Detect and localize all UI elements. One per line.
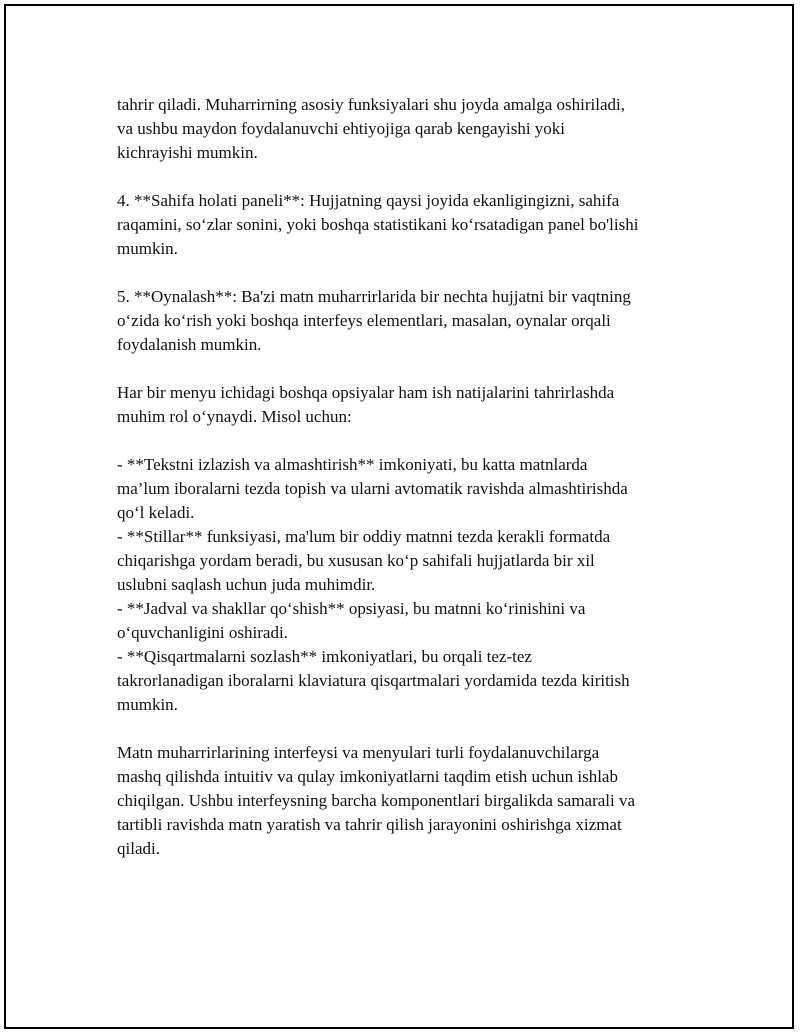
text-line: uslubni saqlash uchun juda muhimdir. xyxy=(117,575,376,594)
text-line: qiladi. xyxy=(117,839,160,858)
text-line: chiqarishga yordam beradi, bu xususan ko‘p sahifali hujjatlarda bir xil xyxy=(117,551,595,570)
text-line: - **Qisqartmalarni sozlash** imkoniyatlari, bu orqali tez-tez xyxy=(117,647,532,666)
text-line: kichrayishi mumkin. xyxy=(117,143,258,162)
text-line: raqamini, so‘zlar sonini, yoki boshqa statistikani ko‘rsatadigan panel bo'lishi xyxy=(117,215,639,234)
text-line: mumkin. xyxy=(117,239,178,258)
paragraph-menu-options xyxy=(117,381,697,429)
text-line: Har bir menyu ichidagi boshqa opsiyalar ham ish natijalarini tahrirlashda xyxy=(117,383,615,402)
paragraph-windowing xyxy=(117,285,697,357)
text-line: - **Jadval va shakllar qo‘shish** opsiyasi, bu matnni ko‘rinishini va xyxy=(117,599,586,618)
text-line: foydalanish mumkin. xyxy=(117,335,262,354)
text-line: 5. **Oynalash**: Ba'zi matn muharrirlarida bir nechta hujjatni bir vaqtning xyxy=(117,287,631,306)
paragraph-intro-continuation xyxy=(117,93,697,165)
text-line: - **Stillar** funksiyasi, ma'lum bir oddiy matnni tezda kerakli formatda xyxy=(117,527,611,546)
text-line: muhim rol o‘ynaydi. Misol uchun: xyxy=(117,407,352,426)
text-line: 4. **Sahifa holati paneli**: Hujjatning qaysi joyida ekanligingizni, sahifa xyxy=(117,191,620,210)
text-line: o‘zida ko‘rish yoki boshqa interfeys elementlari, masalan, oynalar orqali xyxy=(117,311,611,330)
text-line: va ushbu maydon foydalanuvchi ehtiyojiga qarab kengayishi yoki xyxy=(117,119,566,138)
text-line: tartibli ravishda matn yaratish va tahrir qilish jarayonini oshirishga xizmat xyxy=(117,815,622,834)
text-line: qo‘l keladi. xyxy=(117,503,195,522)
text-line: mashq qilishda intuitiv va qulay imkoniyatlarni taqdim etish uchun ishlab xyxy=(117,767,618,786)
text-line: mumkin. xyxy=(117,695,178,714)
paragraph-feature-list xyxy=(117,453,697,717)
text-line: takrorlanadigan iboralarni klaviatura qisqartmalari yordamida tezda kiritish xyxy=(117,671,630,690)
text-line: - **Tekstni izlazish va almashtirish** imkoniyati, bu katta matnlarda xyxy=(117,455,588,474)
paragraph-status-panel xyxy=(117,189,697,261)
text-line: Matn muharrirlarining interfeysi va menyulari turli foydalanuvchilarga xyxy=(117,743,600,762)
document-body xyxy=(117,93,697,885)
paragraph-conclusion xyxy=(117,741,697,861)
text-line: chiqilgan. Ushbu interfeysning barcha komponentlari birgalikda samarali va xyxy=(117,791,636,810)
text-line: tahrir qiladi. Muharrirning asosiy funksiyalari shu joyda amalga oshiriladi, xyxy=(117,95,625,114)
text-line: ma’lum iboralarni tezda topish va ularni avtomatik ravishda almashtirishda xyxy=(117,479,628,498)
text-line: o‘quvchanligini oshiradi. xyxy=(117,623,288,642)
